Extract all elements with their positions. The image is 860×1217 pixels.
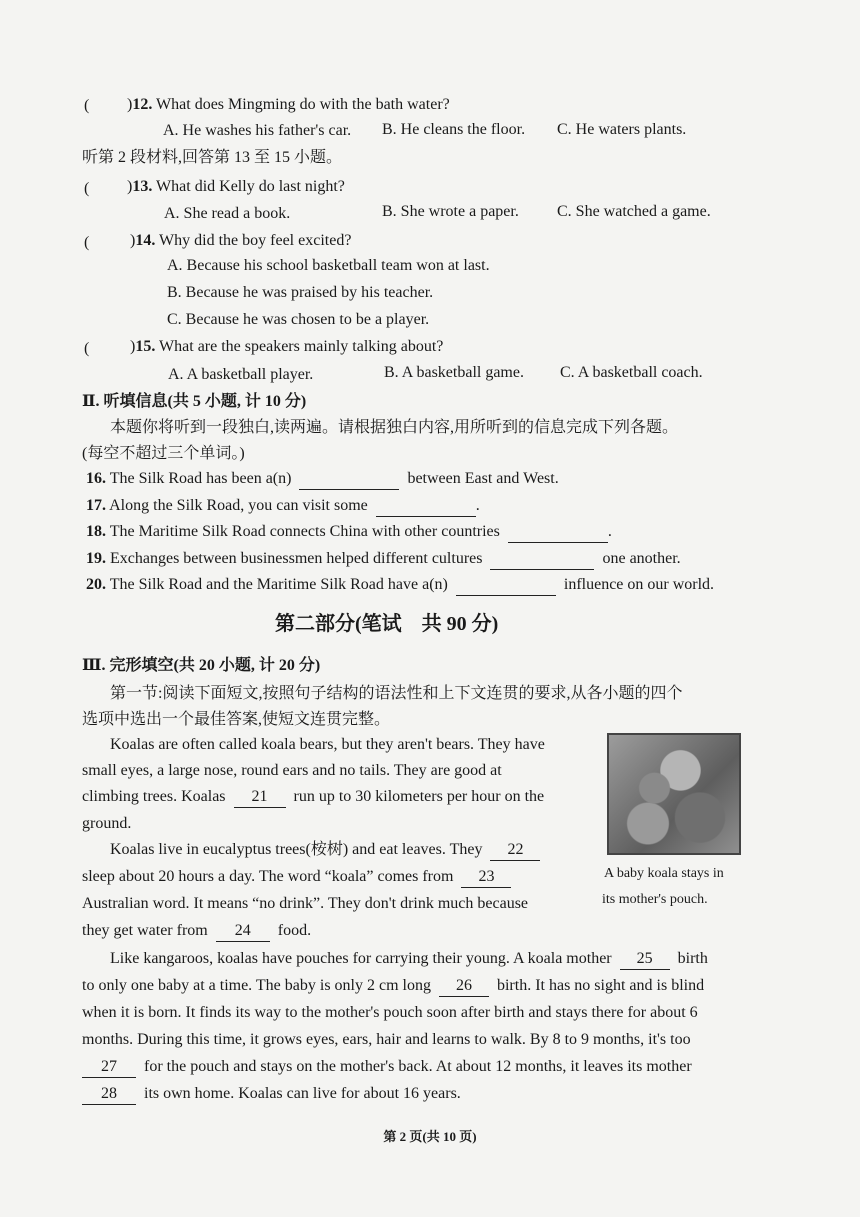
answer-blank-17[interactable] [376, 496, 476, 517]
question-15-number: 15. [135, 338, 156, 355]
cloze-blank-21[interactable]: 21 [234, 787, 286, 808]
fill-item-prompt: Along the Silk Road, you can visit some [109, 497, 368, 514]
passage-text: food. [277, 922, 312, 939]
image-caption-2: its mother's pouch. [602, 892, 708, 907]
passage-line [110, 840, 544, 861]
fill-item-prompt: The Maritime Silk Road connects China with other countries [109, 523, 500, 540]
fill-item-17 [86, 496, 480, 517]
passage-text: its own home. Koalas can live for about 16 years. [144, 1085, 461, 1102]
passage-text: run up to 30 kilometers per hour on the [293, 788, 545, 805]
passage-line: when it is born. It finds its way to the mother's pouch soon after birth and stays there for about 6 [82, 1004, 698, 1021]
question-15-option-c[interactable]: C. A basketball coach. [560, 364, 703, 381]
passage-text: they get water from [82, 922, 208, 939]
question-14-text: Why did the boy feel excited? [159, 232, 352, 249]
question-13-option-a[interactable]: A. She read a book. [164, 205, 291, 222]
passage-text: for the pouch and stays on the mother's back. At about 12 months, it leaves its mother [144, 1058, 692, 1075]
cloze-blank-27[interactable]: 27 [82, 1057, 136, 1078]
section-2-title: Ⅱ. 听填信息(共 5 小题, 计 10 分) [82, 393, 307, 410]
passage-line: small eyes, a large nose, round ears and no tails. They are good at [82, 762, 502, 779]
passage-text: sleep about 20 hours a day. The word “koala” comes from [82, 868, 454, 885]
answer-paren-14[interactable]: ( [84, 234, 90, 251]
answer-blank-16[interactable] [299, 469, 399, 490]
question-12-paren-close: ) [127, 96, 133, 113]
question-12-option-c[interactable]: C. He waters plants. [557, 121, 687, 138]
fill-item-16 [86, 469, 559, 490]
image-caption: A baby koala stays in [604, 866, 724, 881]
part-2-title: 第二部分(笔试 共 90 分) [275, 613, 499, 635]
passage-line: Australian word. It means “no drink”. They don't drink much because [82, 895, 529, 912]
question-12-option-b[interactable]: B. He cleans the floor. [382, 121, 526, 138]
cloze-blank-23[interactable]: 23 [461, 867, 511, 888]
passage-line [82, 1057, 692, 1078]
passage-text: birth [677, 950, 708, 967]
question-13-paren-close: ) [127, 178, 133, 195]
fill-item-prompt: Exchanges between businessmen helped different cultures [110, 550, 483, 567]
answer-paren-13[interactable]: ( [84, 180, 90, 197]
passage-line: ground. [82, 815, 132, 832]
answer-paren-12[interactable]: ( [84, 97, 90, 114]
listening-instruction-2: 听第 2 段材料,回答第 13 至 15 小题。 [82, 149, 343, 166]
fill-item-suffix: . [475, 497, 480, 514]
passage-line [110, 949, 708, 970]
fill-item-suffix: between East and West. [407, 470, 559, 487]
question-14 [130, 231, 351, 251]
question-12 [127, 95, 450, 115]
fill-item-suffix: . [607, 523, 612, 540]
fill-item-prompt: The Silk Road and the Maritime Silk Road have a(n) [109, 576, 448, 593]
passage-text: climbing trees. Koalas [82, 788, 226, 805]
question-13-text: What did Kelly do last night? [156, 178, 345, 195]
answer-blank-20[interactable] [456, 575, 556, 596]
fill-item-number: 17. [86, 497, 106, 514]
passage-line [82, 976, 704, 997]
cloze-blank-22[interactable]: 22 [490, 840, 540, 861]
fill-item-prompt: The Silk Road has been a(n) [109, 470, 292, 487]
question-15-option-b[interactable]: B. A basketball game. [384, 364, 524, 381]
question-14-option-b[interactable]: B. Because he was praised by his teacher. [167, 284, 434, 301]
fill-item-suffix: one another. [602, 550, 681, 567]
fill-item-number: 18. [86, 523, 106, 540]
passage-line [82, 1084, 461, 1105]
fill-item-suffix: influence on our world. [563, 576, 715, 593]
cloze-blank-25[interactable]: 25 [620, 949, 670, 970]
question-13-number: 13. [132, 178, 153, 195]
passage-text: Koalas live in eucalyptus trees(桉树) and eat leaves. They [110, 841, 483, 858]
question-12-number: 12. [132, 96, 153, 113]
question-14-option-a[interactable]: A. Because his school basketball team won at last. [167, 257, 490, 274]
question-15-paren-close: ) [130, 338, 136, 355]
passage-line [82, 867, 515, 888]
section-3-instruction-2: 选项中选出一个最佳答案,使短文连贯完整。 [82, 711, 391, 728]
answer-blank-18[interactable] [508, 522, 608, 543]
fill-item-number: 20. [86, 576, 106, 593]
question-15-text: What are the speakers mainly talking about? [159, 338, 444, 355]
question-13-option-b[interactable]: B. She wrote a paper. [382, 203, 519, 220]
question-12-option-a[interactable]: A. He washes his father's car. [163, 122, 352, 139]
question-14-paren-close: ) [130, 232, 136, 249]
question-14-number: 14. [135, 232, 156, 249]
page-number: 第 2 页(共 10 页) [383, 1129, 477, 1144]
section-2-instruction-2: (每空不超过三个单词。) [82, 445, 245, 462]
koala-photo [607, 733, 741, 855]
passage-line [82, 921, 311, 942]
fill-item-number: 19. [86, 550, 106, 567]
passage-text: Like kangaroos, koalas have pouches for carrying their young. A koala mother [110, 950, 612, 967]
passage-line: months. During this time, it grows eyes, ears, hair and learns to walk. By 8 to 9 months, it's too [82, 1031, 691, 1048]
passage-text: birth. It has no sight and is blind [496, 977, 705, 994]
passage-text: to only one baby at a time. The baby is only 2 cm long [82, 977, 431, 994]
section-3-instruction: 第一节:阅读下面短文,按照句子结构的语法性和上下文连贯的要求,从各小题的四个 [110, 685, 683, 702]
answer-blank-19[interactable] [490, 549, 594, 570]
question-15-option-a[interactable]: A. A basketball player. [168, 366, 314, 383]
fill-item-18 [86, 522, 612, 543]
question-15 [130, 337, 443, 357]
answer-paren-15[interactable]: ( [84, 340, 90, 357]
question-14-option-c[interactable]: C. Because he was chosen to be a player. [167, 311, 430, 328]
question-12-options [163, 121, 351, 141]
fill-item-20 [86, 575, 714, 596]
section-2-instruction: 本题你将听到一段独白,读两遍。请根据独白内容,用所听到的信息完成下列各题。 [110, 419, 679, 436]
cloze-blank-28[interactable]: 28 [82, 1084, 136, 1105]
question-13 [127, 177, 345, 197]
section-3-title: Ⅲ. 完形填空(共 20 小题, 计 20 分) [82, 657, 321, 674]
question-13-option-c[interactable]: C. She watched a game. [557, 203, 711, 220]
fill-item-number: 16. [86, 470, 106, 487]
cloze-blank-26[interactable]: 26 [439, 976, 489, 997]
question-12-text: What does Mingming do with the bath water? [156, 96, 450, 113]
fill-item-19 [86, 549, 681, 570]
cloze-blank-24[interactable]: 24 [216, 921, 270, 942]
passage-line: Koalas are often called koala bears, but they aren't bears. They have [110, 736, 545, 753]
passage-line [82, 787, 544, 808]
